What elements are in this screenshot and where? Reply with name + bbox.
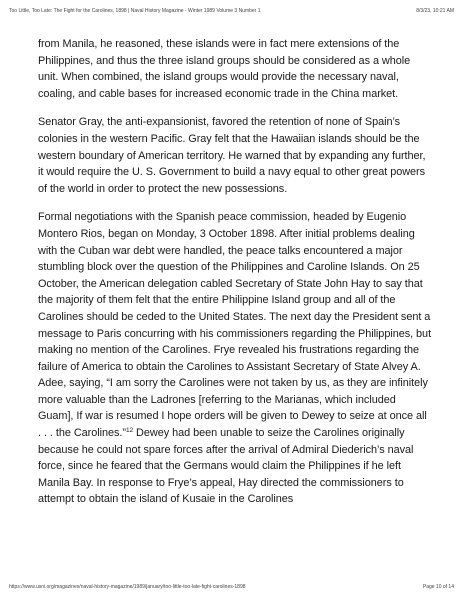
print-header bbox=[9, 8, 454, 14]
print-datetime: 8/3/23, 10:21 AM bbox=[416, 8, 454, 14]
paragraph-3 bbox=[38, 209, 432, 508]
paragraph-3-text-after: Dewey had been unable to seize the Carolines originally because he could not spare forces after the arrival of Admiral Diederich’s naval force, since he feared that the Germans would claim the Philippines if he left Manila Bay. In response to Frye’s appeal, Hay directed the commissioners to attempt to obtain the island of Kusaie in the Carolines bbox=[38, 427, 414, 506]
article-body bbox=[38, 36, 432, 520]
paragraph-3-text-before: Formal negotiations with the Spanish peace commission, headed by Eugenio Montero Rios, began on Monday, 3 October 1898. After initial problems dealing with the Cuban war debt were handled, the peace talks encountered a major stumbling block over the question of the Philippines and Caroline Islands. On 25 October, the American delegation cabled Secretary of State John Hay to say that the majority of them felt that the entire Philippine Island group and all of the Carolines should be ceded to the United States. The next day the President sent a message to Paris concurring with his commissioners regarding the Philippines, but making no mention of the Carolines. Frye revealed his frustrations regarding the failure of America to obtain the Carolines to Assistant Secretary of State Alvey A. Adee, saying, “I am sorry the Carolines were not taken by us, as they are infinitely more valuable than the Ladrones [referring to the Marianas, which included Guam], If war is resumed I hope orders will be given to Dewey to seize at once all . . . the Carolines.” bbox=[38, 211, 432, 440]
page-number: Page 10 of 14 bbox=[422, 584, 454, 590]
page-title: Too Little, Too Late: The Fight for the Carolines, 1898 | Naval History Magazine - Winter 1989 Volume 3 Number 1 bbox=[9, 8, 261, 14]
print-footer bbox=[9, 584, 454, 590]
paragraph-1: from Manila, he reasoned, these islands were in fact mere extensions of the Philippines, and thus the three island groups should be considered as a whole unit. When combined, the island groups would provide the necessary naval, coaling, and cable bases for increased economic trade in the China market. bbox=[38, 38, 411, 100]
paragraph-2: Senator Gray, the anti-expansionist, favored the retention of none of Spain’s colonies in the western Pacific. Gray felt that the Hawaiian islands should be the western boundary of American territory. He warned that by expanding any further, it would require the U. S. Government to build a navy equal to other great powers of the world in order to protect the new possessions. bbox=[38, 116, 426, 195]
footnote-reference[interactable]: 12 bbox=[125, 427, 134, 435]
page-url: https://www.usni.org/magazines/naval-history-magazine/1989/january/too-little-too-late-fight-carolines-1898 bbox=[9, 584, 246, 590]
